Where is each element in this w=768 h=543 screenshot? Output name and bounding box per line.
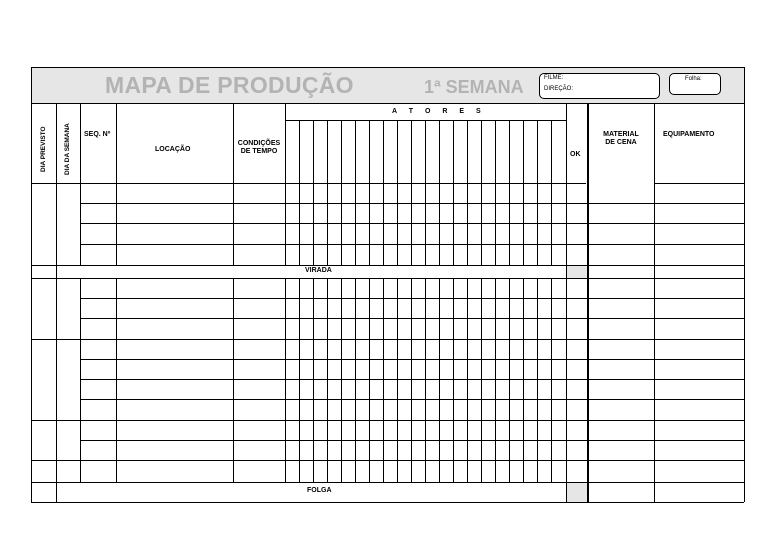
actor-col-divider	[467, 120, 468, 265]
actor-col-divider	[439, 120, 440, 265]
header-bottom-equipment	[654, 183, 744, 184]
col-location-weather-b	[233, 278, 234, 482]
right-row-divider	[587, 265, 744, 266]
actor-col-divider	[551, 278, 552, 482]
props-header-line1: MATERIAL	[603, 131, 639, 138]
row-divider	[80, 420, 566, 421]
ok-row-divider	[566, 339, 587, 340]
actor-col-divider	[369, 278, 370, 482]
actor-col-divider	[467, 278, 468, 482]
col-day-weekday	[56, 103, 57, 502]
actor-col-divider	[327, 120, 328, 265]
folga-top	[31, 482, 587, 483]
right-row-divider	[587, 244, 744, 245]
right-row-divider	[587, 482, 744, 483]
sheet-label: Folha:	[685, 76, 702, 82]
row-divider	[80, 399, 566, 400]
actor-col-divider	[495, 278, 496, 482]
row-divider	[80, 223, 566, 224]
right-row-divider	[587, 460, 744, 461]
right-row-divider	[587, 399, 744, 400]
row-divider	[80, 244, 566, 245]
frame-top	[31, 67, 744, 68]
actor-col-divider	[383, 278, 384, 482]
actor-col-divider	[453, 278, 454, 482]
props-header-line2: DE CENA	[605, 139, 637, 146]
row-divider	[80, 298, 566, 299]
right-row-divider	[587, 203, 744, 204]
ok-row-divider	[566, 223, 587, 224]
actors-header: A T O R E S	[392, 108, 486, 115]
actor-col-divider	[523, 278, 524, 482]
right-row-divider	[587, 420, 744, 421]
right-row-divider	[587, 440, 744, 441]
ok-row-divider	[566, 244, 587, 245]
ok-row-divider	[566, 460, 587, 461]
actor-col-divider	[551, 120, 552, 265]
actor-col-divider	[411, 120, 412, 265]
actor-col-divider	[481, 120, 482, 265]
right-row-divider	[587, 379, 744, 380]
actor-col-divider	[439, 278, 440, 482]
row-divider	[80, 379, 566, 380]
actor-col-divider	[327, 278, 328, 482]
ok-row-divider	[566, 203, 587, 204]
props-header	[590, 131, 652, 147]
row-divider	[80, 203, 566, 204]
col-weather-actors-b	[285, 278, 286, 482]
film-direction-box[interactable]	[539, 73, 660, 99]
col-weekday-seq-b	[80, 278, 81, 482]
col-actors-ok	[566, 103, 567, 502]
sequence-header: SEQ. Nº	[84, 131, 111, 138]
weather-header	[233, 140, 285, 156]
col-props-equipment	[654, 103, 655, 502]
virada-bottom	[31, 278, 587, 279]
actor-col-divider	[537, 278, 538, 482]
actor-col-divider	[425, 120, 426, 265]
ok-row-divider	[566, 359, 587, 360]
virada-top	[31, 265, 587, 266]
col-seq-location-a	[116, 103, 117, 265]
ok-row-divider	[566, 440, 587, 441]
right-row-divider	[587, 339, 744, 340]
actor-col-divider	[313, 278, 314, 482]
actor-col-divider	[523, 120, 524, 265]
actor-col-divider	[369, 120, 370, 265]
actor-col-divider	[397, 120, 398, 265]
film-label: FILME:	[544, 75, 564, 81]
right-row-divider	[587, 359, 744, 360]
col-weekday-seq-a	[80, 103, 81, 265]
turnaround-label: VIRADA	[305, 267, 332, 274]
row-divider	[80, 460, 566, 461]
col-location-weather-a	[233, 103, 234, 265]
actor-col-divider	[397, 278, 398, 482]
ok-row-divider	[566, 420, 587, 421]
actor-col-divider	[341, 278, 342, 482]
col-weather-actors-a	[285, 103, 286, 265]
actor-col-divider	[383, 120, 384, 265]
row-divider	[80, 339, 566, 340]
row-divider	[80, 359, 566, 360]
actor-col-divider	[425, 278, 426, 482]
actor-col-divider	[411, 278, 412, 482]
sheet-number-box[interactable]	[669, 73, 721, 95]
ok-row-divider	[566, 318, 587, 319]
right-row-divider	[587, 318, 744, 319]
folga-ok-shade	[566, 482, 587, 502]
weather-header-line1: CONDIÇÕES	[237, 140, 281, 147]
ok-row-divider	[566, 399, 587, 400]
actor-col-divider	[299, 278, 300, 482]
planned-day-header: DIA PREVISTO	[40, 126, 47, 172]
actor-col-divider	[355, 120, 356, 265]
equipment-header: EQUIPAMENTO	[663, 131, 715, 138]
row-divider	[80, 440, 566, 441]
page-title: MAPA DE PRODUÇÃO	[105, 72, 354, 98]
location-header: LOCAÇÃO	[155, 146, 191, 153]
actor-col-divider	[509, 120, 510, 265]
actor-col-divider	[453, 120, 454, 265]
right-row-divider	[587, 223, 744, 224]
weekday-header: DIA DA SEMANA	[64, 123, 71, 175]
virada-ok-shade	[566, 265, 587, 278]
right-row-divider	[587, 278, 744, 279]
actor-col-divider	[341, 120, 342, 265]
row-divider	[80, 318, 566, 319]
ok-row-divider	[566, 379, 587, 380]
day-off-label: FOLGA	[307, 487, 332, 494]
actor-col-divider	[481, 278, 482, 482]
title-divider	[31, 103, 744, 104]
frame-bottom	[31, 502, 744, 503]
frame-left	[31, 67, 32, 502]
actor-col-divider	[537, 120, 538, 265]
actor-col-divider	[355, 278, 356, 482]
weather-header-line2: DE TEMPO	[240, 148, 278, 155]
ok-header: OK	[570, 151, 581, 158]
frame-right	[744, 67, 745, 502]
actor-col-divider	[509, 278, 510, 482]
header-bottom-left	[31, 183, 586, 184]
week-label: 1ª SEMANA	[424, 77, 524, 97]
col-ok-props-double	[588, 103, 589, 502]
actor-col-divider	[495, 120, 496, 265]
ok-row-divider	[566, 298, 587, 299]
actor-col-divider	[313, 120, 314, 265]
actor-col-divider	[299, 120, 300, 265]
col-seq-location-b	[116, 278, 117, 482]
right-row-divider	[587, 298, 744, 299]
direction-label: DIREÇÃO:	[544, 86, 574, 92]
